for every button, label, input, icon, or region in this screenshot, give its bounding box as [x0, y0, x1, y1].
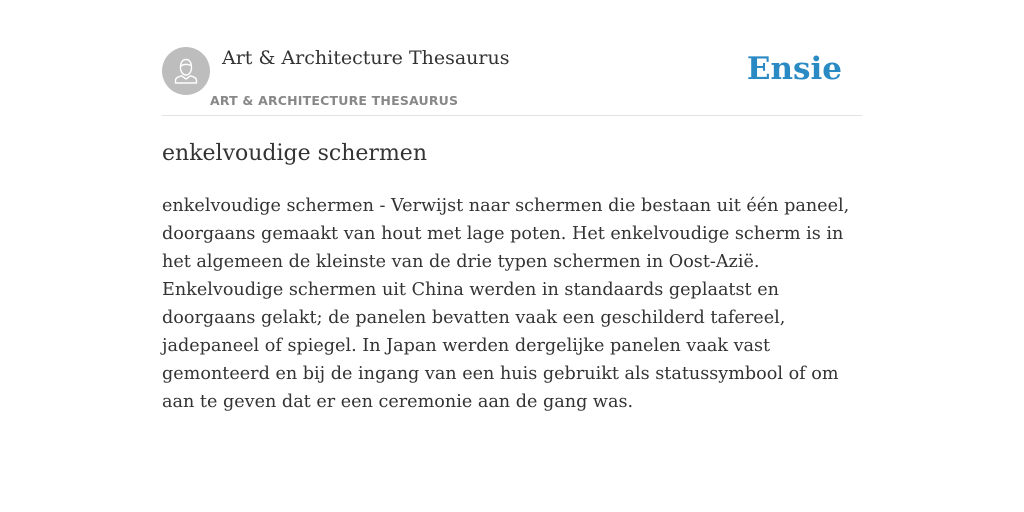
header-divider: [162, 115, 862, 116]
author-avatar[interactable]: [162, 47, 210, 95]
ensie-logo[interactable]: Ensie: [746, 51, 842, 87]
source-title-link[interactable]: Art & Architecture Thesaurus: [222, 47, 510, 69]
user-icon: [162, 47, 210, 95]
entry-title: enkelvoudige schermen: [162, 141, 427, 166]
source-subtitle: ART & ARCHITECTURE THESAURUS: [210, 93, 459, 108]
entry-definition: enkelvoudige schermen - Verwijst naar schermen die bestaan uit één paneel, doorgaans gemaakt van hout met lage poten. Het enkelvoudige scherm is in het algemeen de kleinste van de drie typen schermen in Oost-Azië. Enkelvoudige schermen uit China werden in standaards geplaatst en doorgaans gelakt; de panelen bevatten vaak een geschilderd tafereel, jadepaneel of spiegel. In Japan werden dergelijke panelen vaak vast gemonteerd en bij de ingang van een huis gebruikt als statussymbool of om aan te geven dat er een ceremonie aan de gang was.: [162, 196, 850, 412]
